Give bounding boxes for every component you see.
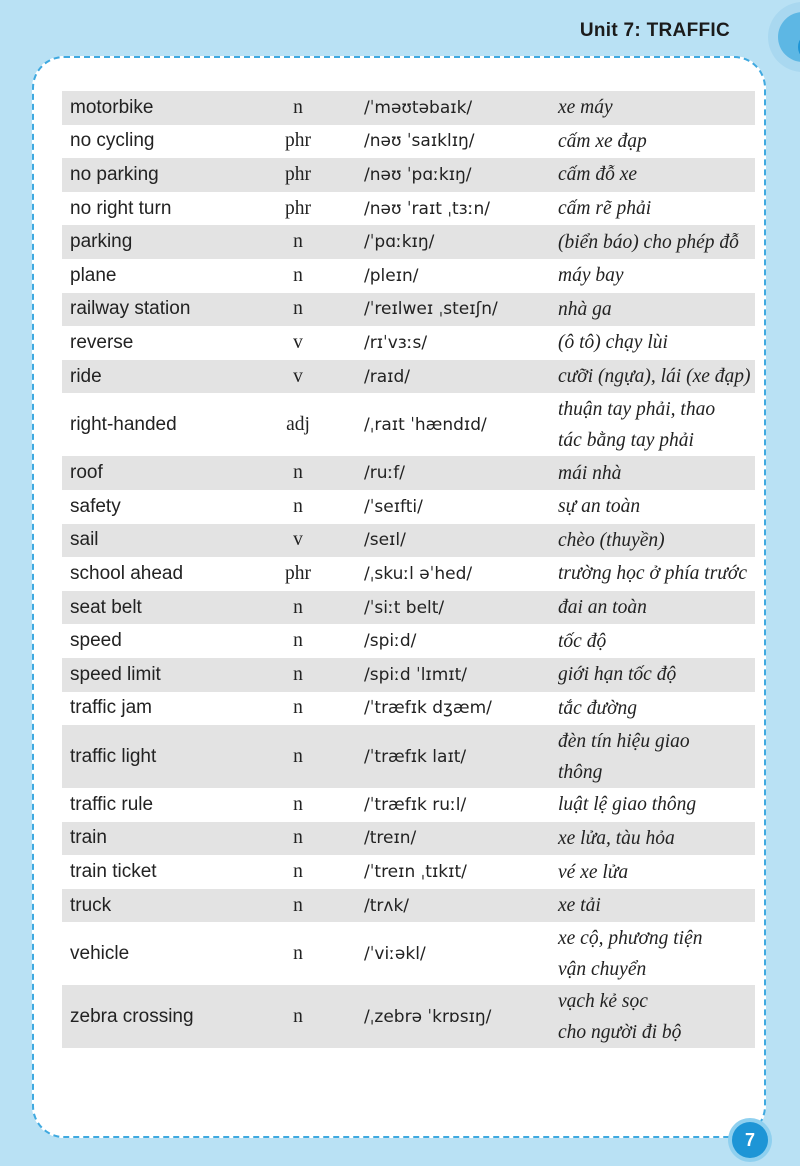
vocab-word: zebra crossing	[70, 1005, 194, 1027]
vocab-word: motorbike	[70, 96, 154, 118]
vocab-part-of-speech: n	[293, 663, 303, 685]
vocab-meaning: cấm rẽ phải	[558, 198, 652, 220]
vocab-word: speed	[70, 630, 122, 652]
vocab-meaning: xe tải	[558, 895, 601, 917]
vocab-meaning: tốc độ	[558, 630, 607, 652]
vocab-meaning: máy bay	[558, 265, 624, 287]
vocab-pronunciation: /pleɪn/	[364, 265, 419, 286]
vocab-part-of-speech: phr	[285, 130, 311, 152]
vocab-row	[62, 524, 755, 558]
vocabulary-table	[62, 91, 755, 1048]
vocab-meaning	[554, 394, 755, 456]
vocab-part-of-speech: phr	[285, 163, 311, 185]
vocab-pronunciation: /ˈtreɪn ˌtɪkɪt/	[364, 862, 467, 883]
vocab-part-of-speech: phr	[285, 197, 311, 219]
vocab-row	[62, 788, 755, 822]
vocab-word: truck	[70, 894, 112, 916]
unit-badge-decoration	[768, 2, 800, 72]
vocab-part-of-speech: n	[293, 264, 303, 286]
vocab-part-of-speech: n	[293, 745, 303, 767]
vocab-pronunciation: /ˈsiːt belt/	[364, 597, 445, 618]
vocab-meaning: (ô tô) chạy lùi	[558, 332, 668, 354]
vocab-part-of-speech: n	[293, 96, 303, 118]
vocab-part-of-speech: v	[293, 365, 303, 387]
vocab-part-of-speech: n	[293, 942, 303, 964]
vocab-word: train	[70, 827, 107, 849]
vocab-row	[62, 326, 755, 360]
vocab-word: ride	[70, 365, 102, 387]
vocab-part-of-speech: n	[293, 596, 303, 618]
vocab-meaning: (biển báo) cho phép đỗ	[558, 231, 739, 253]
vocab-pronunciation: /seɪl/	[364, 530, 406, 551]
vocab-part-of-speech: v	[293, 529, 303, 551]
vocab-word: seat belt	[70, 596, 142, 618]
vocab-word: parking	[70, 231, 133, 253]
vocab-row	[62, 192, 755, 226]
vocab-row	[62, 889, 755, 923]
vocab-word: vehicle	[70, 942, 130, 964]
vocab-row	[62, 360, 755, 394]
vocab-word: traffic jam	[70, 697, 153, 719]
vocab-row	[62, 125, 755, 159]
vocab-row	[62, 725, 755, 788]
vocab-pronunciation: /nəʊ ˈraɪt ˌtɜːn/	[364, 198, 490, 219]
vocab-row	[62, 985, 755, 1048]
vocab-row	[62, 624, 755, 658]
vocab-row	[62, 91, 755, 125]
vocab-meaning: cấm đỗ xe	[558, 164, 638, 186]
vocab-word: traffic rule	[70, 793, 154, 815]
vocab-word: speed limit	[70, 663, 161, 685]
vocab-row	[62, 822, 755, 856]
vocab-row	[62, 855, 755, 889]
vocab-meaning: giới hạn tốc độ	[558, 664, 677, 686]
vocab-pronunciation: /ˈtræfɪk laɪt/	[364, 746, 467, 767]
vocab-pronunciation: /ˈtræfɪk ruːl/	[364, 794, 467, 815]
vocab-word: sail	[70, 529, 99, 551]
vocab-meaning: mái nhà	[558, 462, 622, 484]
vocab-pronunciation: /trʌk/	[364, 895, 410, 916]
vocab-part-of-speech: adj	[286, 413, 310, 435]
vocab-row	[62, 557, 755, 591]
vocab-meaning-line: thuận tay phải, thao	[558, 398, 716, 420]
page-number: 7	[732, 1122, 768, 1158]
vocab-pronunciation: /ruːf/	[364, 463, 405, 484]
vocab-pronunciation: /raɪd/	[364, 366, 410, 387]
vocab-pronunciation: /ˌzebrə ˈkrɒsɪŋ/	[364, 1006, 492, 1027]
vocab-part-of-speech: n	[293, 298, 303, 320]
vocab-meaning: xe lửa, tàu hỏa	[558, 827, 675, 849]
vocab-row	[62, 456, 755, 490]
vocab-meaning: tắc đường	[558, 697, 637, 719]
vocab-row	[62, 692, 755, 726]
vocab-row	[62, 658, 755, 692]
vocab-word: no parking	[70, 163, 159, 185]
vocab-pronunciation: /ˈtræfɪk dʒæm/	[364, 698, 492, 719]
vocab-row	[62, 293, 755, 327]
vocab-part-of-speech: n	[293, 630, 303, 652]
vocab-pronunciation: /spiːd/	[364, 631, 417, 652]
vocab-word: school ahead	[70, 562, 184, 584]
vocab-word: no cycling	[70, 130, 155, 152]
vocab-meaning	[554, 986, 755, 1048]
vocab-word: traffic light	[70, 745, 157, 767]
vocab-meaning-line: vận chuyển	[558, 958, 647, 980]
vocab-meaning: xe máy	[558, 97, 613, 119]
vocab-pronunciation: /spiːd ˈlɪmɪt/	[364, 664, 468, 685]
vocab-meaning-line: đèn tín hiệu giao	[558, 730, 690, 752]
vocab-pronunciation: /ˈməʊtəbaɪk/	[364, 97, 473, 118]
vocab-meaning: cấm xe đạp	[558, 130, 647, 152]
vocab-meaning	[554, 923, 755, 985]
vocab-row	[62, 225, 755, 259]
vocab-meaning-line: thông	[558, 761, 603, 783]
vocab-meaning-line: tác bằng tay phải	[558, 429, 694, 451]
vocab-meaning: nhà ga	[558, 298, 612, 320]
vocab-pronunciation: /ˌraɪt ˈhændɪd/	[364, 414, 487, 435]
vocab-row	[62, 591, 755, 625]
vocab-meaning: trường học ở phía trước	[558, 563, 747, 585]
vocab-pronunciation: /ˈpɑːkɪŋ/	[364, 232, 435, 253]
vocab-word: no right turn	[70, 197, 172, 219]
vocab-meaning-line: xe cộ, phương tiện	[558, 927, 703, 949]
vocab-meaning-line: vạch kẻ sọc	[558, 990, 648, 1012]
vocab-word: right-handed	[70, 413, 177, 435]
vocab-pronunciation: /ˈreɪlweɪ ˌsteɪʃn/	[364, 299, 498, 320]
vocab-pronunciation: /rɪˈvɜːs/	[364, 332, 428, 353]
vocab-part-of-speech: n	[293, 697, 303, 719]
vocab-pronunciation: /treɪn/	[364, 828, 417, 849]
vocab-word: train ticket	[70, 861, 157, 883]
vocab-meaning: luật lệ giao thông	[558, 794, 697, 816]
vocab-meaning: sự an toàn	[558, 496, 641, 518]
vocab-word: plane	[70, 264, 117, 286]
vocab-pronunciation: /ˌskuːl əˈhed/	[364, 563, 473, 584]
vocab-part-of-speech: n	[293, 827, 303, 849]
vocab-part-of-speech: n	[293, 1005, 303, 1027]
vocab-part-of-speech: n	[293, 894, 303, 916]
vocab-meaning	[554, 726, 755, 788]
vocab-part-of-speech: n	[293, 231, 303, 253]
vocab-pronunciation: /nəʊ ˈsaɪklɪŋ/	[364, 131, 475, 152]
vocab-row	[62, 490, 755, 524]
unit-title: Unit 7: TRAFFIC	[579, 20, 730, 41]
vocab-part-of-speech: n	[293, 793, 303, 815]
vocab-meaning: chèo (thuyền)	[558, 529, 665, 551]
vocab-pronunciation: /ˈviːəkl/	[364, 943, 426, 964]
vocab-word: safety	[70, 495, 121, 517]
vocab-pronunciation: /ˈseɪfti/	[364, 496, 423, 517]
vocab-row	[62, 158, 755, 192]
vocab-part-of-speech: n	[293, 462, 303, 484]
vocab-word: railway station	[70, 298, 191, 320]
vocab-row	[62, 259, 755, 293]
vocab-word: roof	[70, 462, 103, 484]
vocab-part-of-speech: v	[293, 331, 303, 353]
vocab-meaning: cưỡi (ngựa), lái (xe đạp)	[558, 366, 751, 388]
vocab-part-of-speech: n	[293, 861, 303, 883]
vocab-word: reverse	[70, 331, 134, 353]
vocab-row	[62, 922, 755, 985]
vocab-part-of-speech: n	[293, 495, 303, 517]
vocab-meaning: đai an toàn	[558, 597, 647, 619]
vocab-part-of-speech: phr	[285, 562, 311, 584]
vocab-meaning: vé xe lửa	[558, 861, 629, 883]
vocab-row	[62, 393, 755, 456]
vocab-meaning-line: cho người đi bộ	[558, 1021, 682, 1043]
vocab-pronunciation: /nəʊ ˈpɑːkɪŋ/	[364, 164, 472, 185]
